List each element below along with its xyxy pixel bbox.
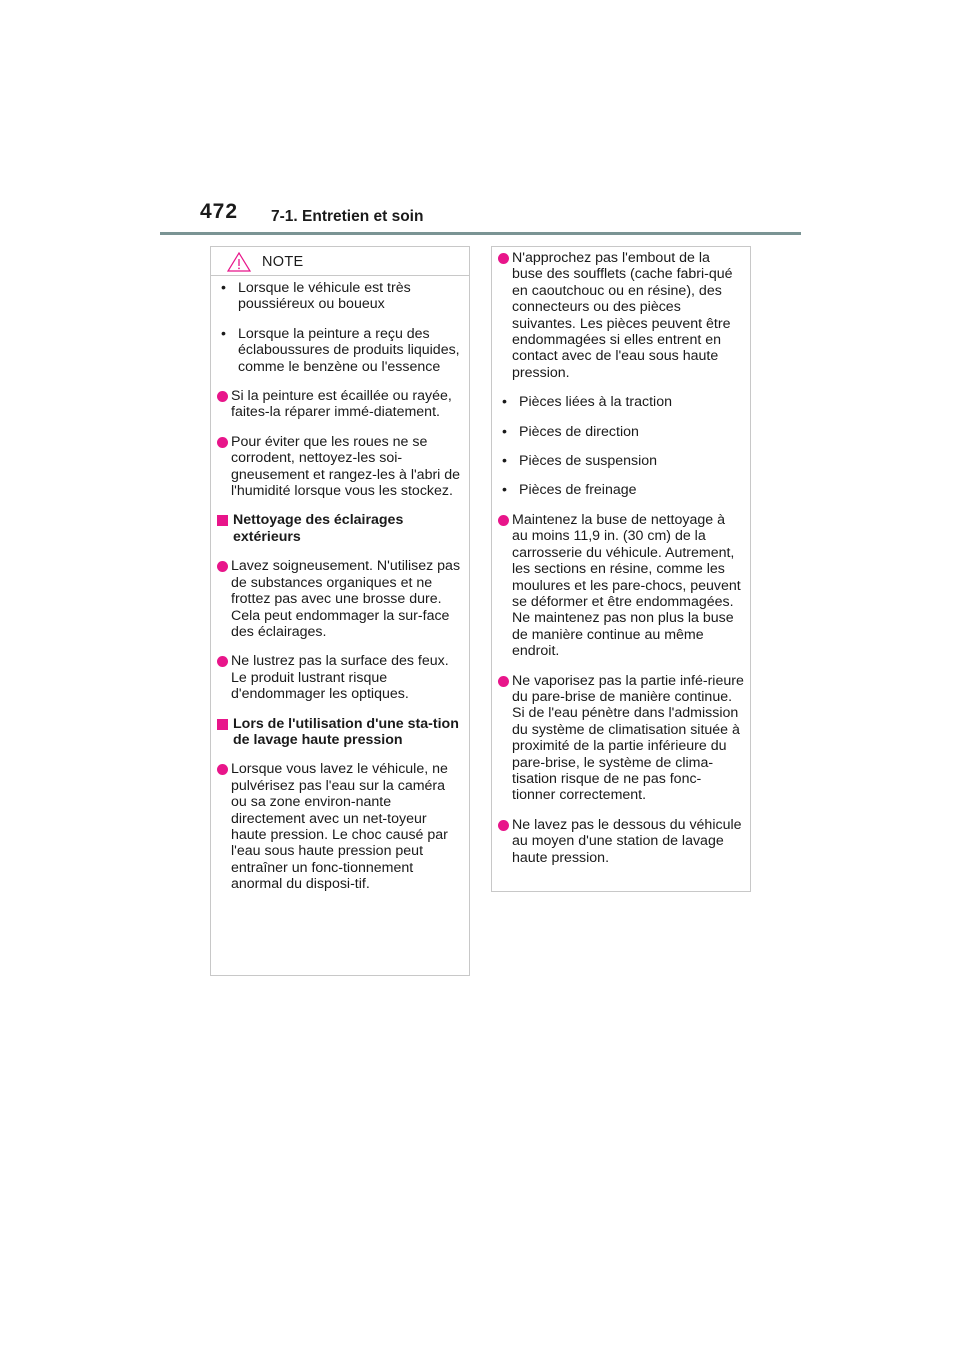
note-label: NOTE [262,254,304,270]
item-text: Pièces de suspension [519,453,658,470]
item-text: Lorsque la peinture a reçu des éclaboussures de produits liquides, comme le benzène ou l'essence [238,325,460,375]
bullet-dot-icon [498,820,509,831]
item-text: Ne vaporisez pas la partie infé-rieure du pare-brise de manière continue. Si de l'eau pénètre dans l'admission du système de climatisation située à proximité de la partie inférieure du pare-brise, le système de clima-tisation risque de ne pas fonc-tionner correctement. [512,672,744,804]
list-item [217,434,463,500]
bullet-icon: • [221,280,226,296]
section-heading [217,512,463,545]
note-content-right [492,247,750,866]
item-text: Pièces de direction [519,423,639,440]
bullet-icon: • [502,423,507,440]
section-title: 7-1. Entretien et soin [271,208,424,225]
bullet-dot-icon [217,437,228,448]
list-item [217,653,463,702]
list-item [498,673,744,804]
bullet-dot-icon [498,676,509,687]
item-text: Ne lavez pas le dessous du véhicule au moyen d'une station de lavage haute pression. [512,816,742,866]
item-text: Pièces de freinage [519,482,637,499]
list-item [217,761,463,892]
warning-triangle-icon [227,252,251,277]
bullet-dot-icon [498,253,509,264]
item-text: Lavez soigneusement. N'utilisez pas de substances organiques et ne frottez pas avec une brosse dure. [231,558,461,608]
note-box-right [491,246,751,892]
bullet-dot-icon [217,391,228,402]
list-item [217,326,463,375]
bullet-dot-icon [217,764,228,775]
bullet-dot-icon [217,656,228,667]
item-text: Pour éviter que les roues ne se corrodent, nettoyez-les soi-gneusement et rangez-les à l'abri de l'humidité lorsque vous les stockez. [231,433,461,500]
list-item [498,817,744,866]
bullet-icon: • [502,482,507,499]
item-text: Si la peinture est écaillée ou rayée, faites-la réparer immé-diatement. [231,388,452,421]
item-extra-text: Le produit lustrant risque d'endommager les optiques. [231,669,409,703]
page-number: 472 [200,200,239,223]
note-box-left [210,246,470,976]
bullet-icon: • [502,394,507,411]
item-text: Lors de l'utilisation d'une sta-tion de lavage haute pression [233,715,459,748]
item-extra-text: Cela peut endommager la sur-face des éclairages. [231,607,450,640]
list-item [498,394,744,410]
item-text: Pièces liées à la traction [519,394,672,411]
item-text: Lorsque vous lavez le véhicule, ne pulvérisez pas l'eau sur la caméra ou sa zone environ-nante directement avec un net-toyeur haute pression. Le choc causé par l'eau sous haute pression peut entraîner un fonc-tionnement anormal du disposi-tif. [231,761,448,893]
square-bullet-icon [217,515,228,526]
list-item [498,453,744,469]
section-heading [217,716,463,749]
square-bullet-icon [217,719,228,730]
list-item [217,558,463,640]
item-text: Maintenez la buse de nettoyage à au moins 11,9 in. (30 cm) de la carrosserie du véhicule. Autrement, les sections en résine, comme les moulures et les pare-chocs, peuvent se déformer et être endommagées. Ne maintenez pas non plus la buse de manière continue au même endroit. [512,511,741,660]
item-text: Nettoyage des éclairages extérieurs [233,512,404,545]
list-item [498,250,744,381]
bullet-icon: • [502,453,507,470]
list-item [217,280,463,313]
item-text: N'approchez pas l'embout de la buse des soufflets (cache fabri-qué en caoutchouc ou en résine), des connecteurs ou des pièces suivantes. Les pièces peuvent être endommagées si elles entrent en contact avec de l'eau sous haute pression. [512,250,733,381]
bullet-dot-icon [498,515,509,526]
item-text: Ne lustrez pas la surface des feux. [231,653,449,670]
list-item [498,512,744,660]
bullet-dot-icon [217,561,228,572]
bullet-icon: • [221,325,226,342]
note-header [211,247,469,276]
item-text: Lorsque le véhicule est très poussiéreux ou boueux [238,280,411,313]
list-item [498,482,744,498]
note-content-left [211,276,469,893]
list-item [498,424,744,440]
header-rule [160,232,801,235]
list-item [217,388,463,421]
